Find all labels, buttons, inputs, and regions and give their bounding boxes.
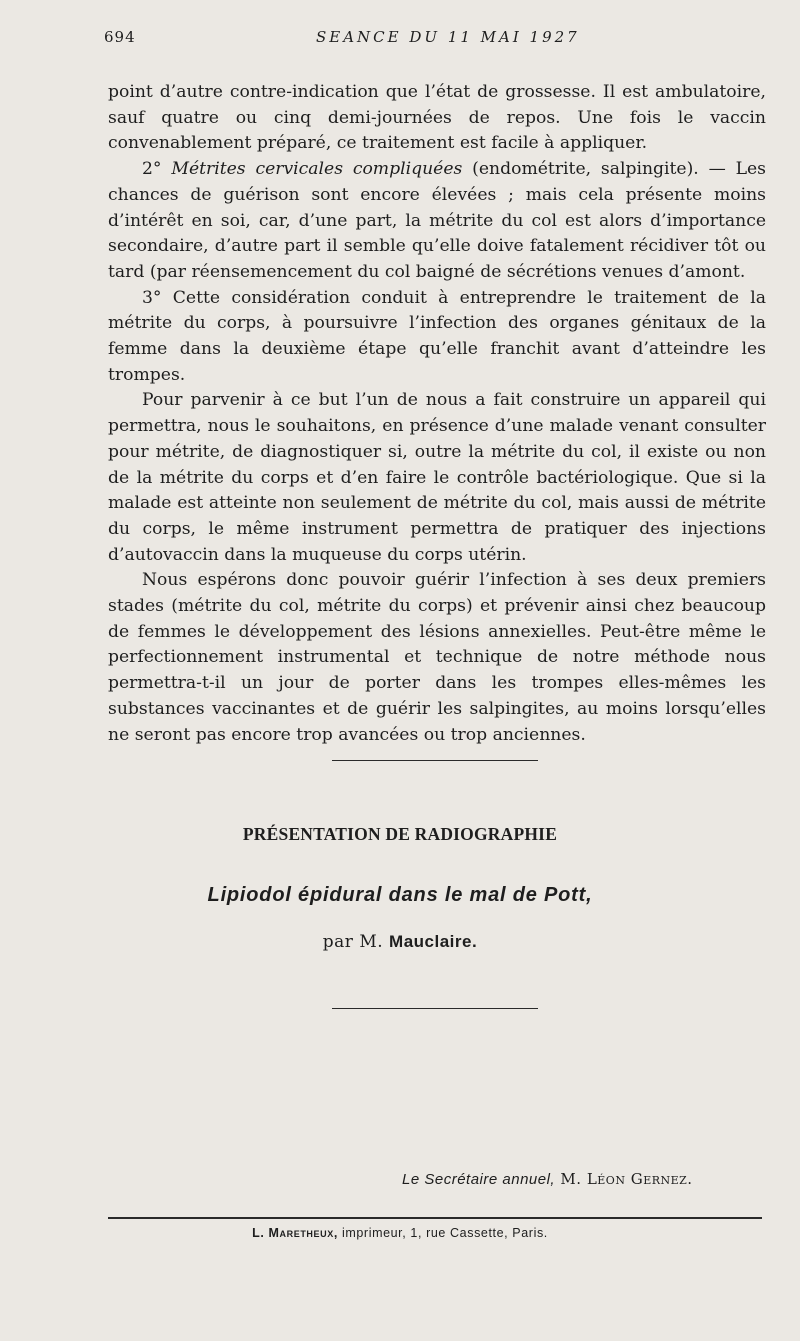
signature-name-prefix: M.	[560, 1170, 582, 1188]
byline	[0, 932, 800, 952]
article-body	[108, 80, 766, 748]
signature-name: Léon Gernez.	[586, 1170, 693, 1188]
signature-role: Le Secrétaire annuel,	[402, 1171, 556, 1188]
paragraph-2	[108, 157, 766, 286]
page-number: 694	[104, 28, 136, 46]
page-header	[104, 28, 768, 52]
printer-imprint	[0, 1226, 800, 1240]
paragraph-3: 3° Cette considération conduit à entreprendre le traitement de la métrite du corps, à poursuivre l’infection des organes génitaux de la femme dans la deuxième étape qu’elle franchit avant d’atteindre les trompes.	[108, 287, 766, 385]
running-head: SEANCE DU 11 MAI 1927	[316, 28, 580, 46]
byline-author: Mauclaire.	[389, 932, 478, 951]
secretary-signature	[402, 1170, 732, 1188]
paragraph-2-number: 2°	[142, 159, 162, 180]
paragraph-1: point d’autre contre-indication que l’état de grossesse. Il est ambulatoire, sauf quatre ou cinq demi-journées de repos. Une fois le vaccin convenablement préparé, ce traitement est facile à appliquer.	[108, 82, 766, 154]
paragraph-2-text: (endométrite, salpingite). — Les chances de guérison sont encore élevées ; mais cela présente moins d’intérêt en soi, car, d’une part, la métrite du col est alors d’importance secondaire, d’autre part il semble qu’elle doive fatalement récidiver tôt ou tard (par réensemencement du col baigné de sécrétions venues d’amont.	[108, 159, 766, 282]
section-divider-top	[332, 760, 538, 761]
printer-address: imprimeur, 1, rue Cassette, Paris.	[341, 1226, 548, 1240]
section-divider-bottom	[332, 1008, 538, 1009]
section-title: PRÉSENTATION DE RADIOGRAPHIE	[242, 824, 558, 844]
paragraph-5: Nous espérons donc pouvoir guérir l’infection à ses deux premiers stades (métrite du col, métrite du corps) et prévenir ainsi chez beaucoup de femmes le développement des lésions annexielles. Peut-être même le perfectionnement instrumental et technique de notre méthode nous permettra-t-il un jour de porter dans les trompes elles-mêmes les substances vaccinantes et de guérir les salpingites, au moins lorsqu’elles ne seront pas encore trop avancées ou trop anciennes.	[108, 570, 766, 745]
paragraph-2-heading: Métrites cervicales compliquées	[171, 159, 463, 180]
article-title: Lipiodol épidural dans le mal de Pott,	[207, 884, 593, 906]
paragraph-4: Pour parvenir à ce but l’un de nous a fait construire un appareil qui permettra, nous le souhaitons, en présence d’une malade venant consulter pour métrite, de diagnostiquer si, outre la métrite du col, il existe ou non de la métrite du corps et d’en faire le contrôle bactériologique. Que si la malade est atteinte non seulement de métrite du col, mais aussi de métrite du corps, le même instrument permettra de pratiquer des injections d’autovaccin dans la muqueuse du corps utérin.	[108, 390, 766, 565]
printer-name: L. Maretheux,	[252, 1226, 338, 1240]
byline-prefix: par M.	[322, 932, 384, 952]
footer-rule	[108, 1217, 762, 1219]
